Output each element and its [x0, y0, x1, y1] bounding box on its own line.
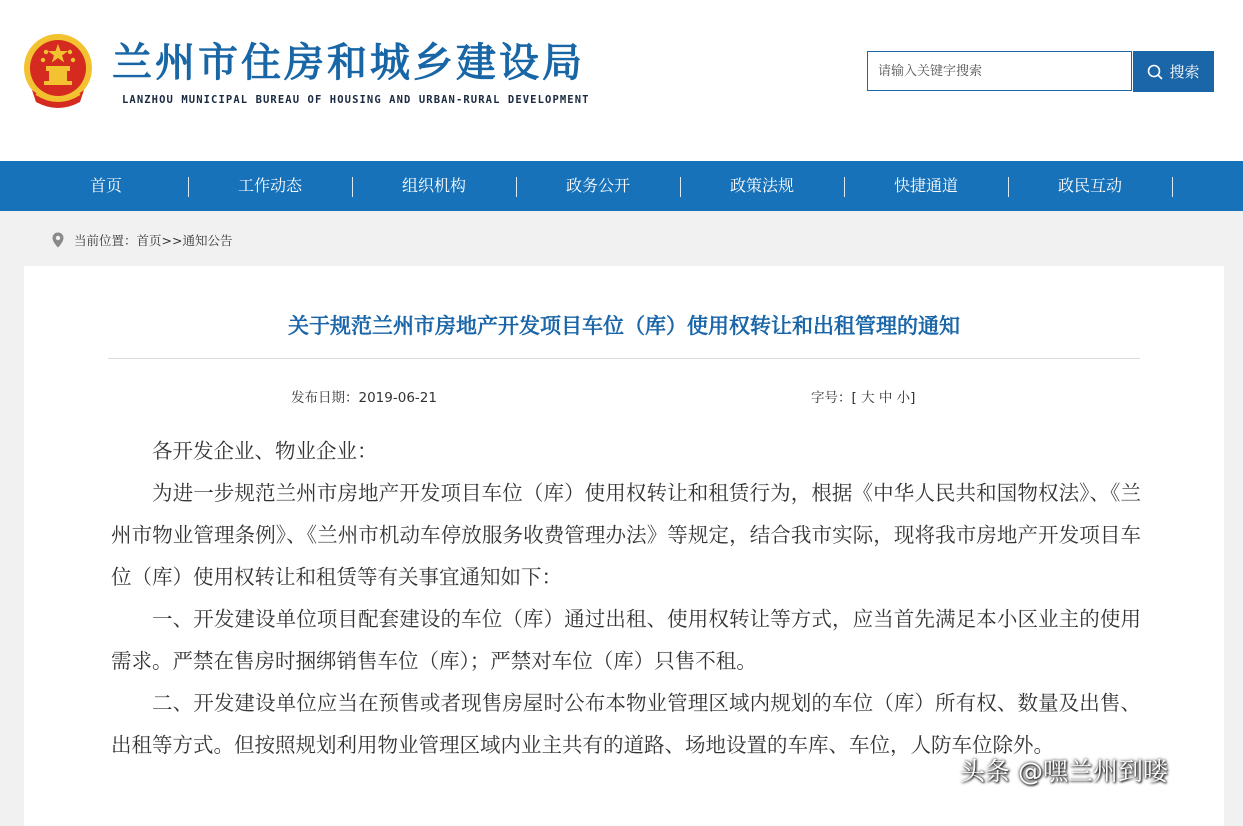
article-title: 关于规范兰州市房地产开发项目车位（库）使用权转让和出租管理的通知 — [288, 314, 960, 338]
breadcrumb-separator: >> — [161, 232, 183, 248]
site-subtitle: LANZHOU MUNICIPAL BUREAU OF HOUSING AND URBAN-RURAL DEVELOPMENT — [122, 94, 590, 106]
nav-item-home[interactable]: 首页 — [89, 176, 122, 195]
article-paragraph: 各开发企业、物业企业： — [152, 439, 378, 463]
site-title: 兰州市住房和城乡建设局 — [112, 40, 585, 86]
article-body — [111, 430, 1141, 766]
breadcrumb-current[interactable]: 通知公告 — [182, 233, 233, 248]
font-size-small[interactable]: 小 — [896, 390, 911, 406]
national-emblem-icon[interactable] — [22, 30, 94, 110]
search-icon — [1147, 64, 1163, 80]
location-pin-icon — [52, 232, 64, 248]
site-header — [0, 0, 1243, 161]
article-paragraph: 为进一步规范兰州市房地产开发项目车位（库）使用权转让和租赁行为，根据《中华人民共和国物权法》、《兰州市物业管理条例》、《兰州市机动车停放服务收费管理办法》等规定，结合我市实际，现将我市房地产开发项目车位（库）使用权转让和租赁等有关事宜通知如下： — [111, 481, 1141, 589]
nav-divider — [1172, 177, 1173, 197]
nav-item-work-news[interactable]: 工作动态 — [237, 176, 302, 195]
publish-date-label: 发布日期： — [291, 390, 359, 406]
watermark: 头条 @嘿兰州到喽 — [960, 757, 1168, 786]
nav-item-policies[interactable]: 政策法规 — [729, 176, 794, 195]
publish-date — [291, 386, 437, 406]
font-size-medium[interactable]: 中 — [878, 390, 893, 406]
nav-item-organization[interactable]: 组织机构 — [401, 176, 466, 195]
article-paragraph: 一、开发建设单位项目配套建设的车位（库）通过出租、使用权转让等方式，应当首先满足本小区业主的使用需求。严禁在售房时捆绑销售车位（库）；严禁对车位（库）只售不租。 — [111, 607, 1141, 673]
nav-item-interaction[interactable]: 政民互动 — [1057, 176, 1122, 195]
title-divider — [108, 358, 1140, 359]
publish-date-value: 2019-06-21 — [358, 390, 437, 406]
breadcrumb-label: 当前位置： — [74, 233, 137, 248]
font-size-large[interactable]: 大 — [861, 390, 875, 406]
article-panel — [24, 266, 1224, 826]
nav-item-quick-links[interactable]: 快捷通道 — [893, 176, 958, 195]
main-nav — [0, 161, 1243, 211]
search-button[interactable] — [1133, 51, 1214, 92]
font-size-control — [811, 386, 915, 406]
font-size-label: 字号：[ — [811, 390, 857, 406]
search-input[interactable] — [867, 51, 1132, 91]
search-button-label: 搜索 — [1169, 63, 1200, 81]
article-paragraph: 二、开发建设单位应当在预售或者现售房屋时公布本物业管理区域内规划的车位（库）所有权、数量及出售、出租等方式。但按照规划利用物业管理区域内业主共有的道路、场地设置的车库、车位，人防车位除外。 — [111, 691, 1141, 757]
font-size-end: ] — [910, 390, 916, 406]
breadcrumb — [52, 230, 233, 250]
breadcrumb-home-link[interactable]: 首页 — [136, 233, 162, 248]
nav-item-gov-affairs[interactable]: 政务公开 — [565, 176, 630, 195]
